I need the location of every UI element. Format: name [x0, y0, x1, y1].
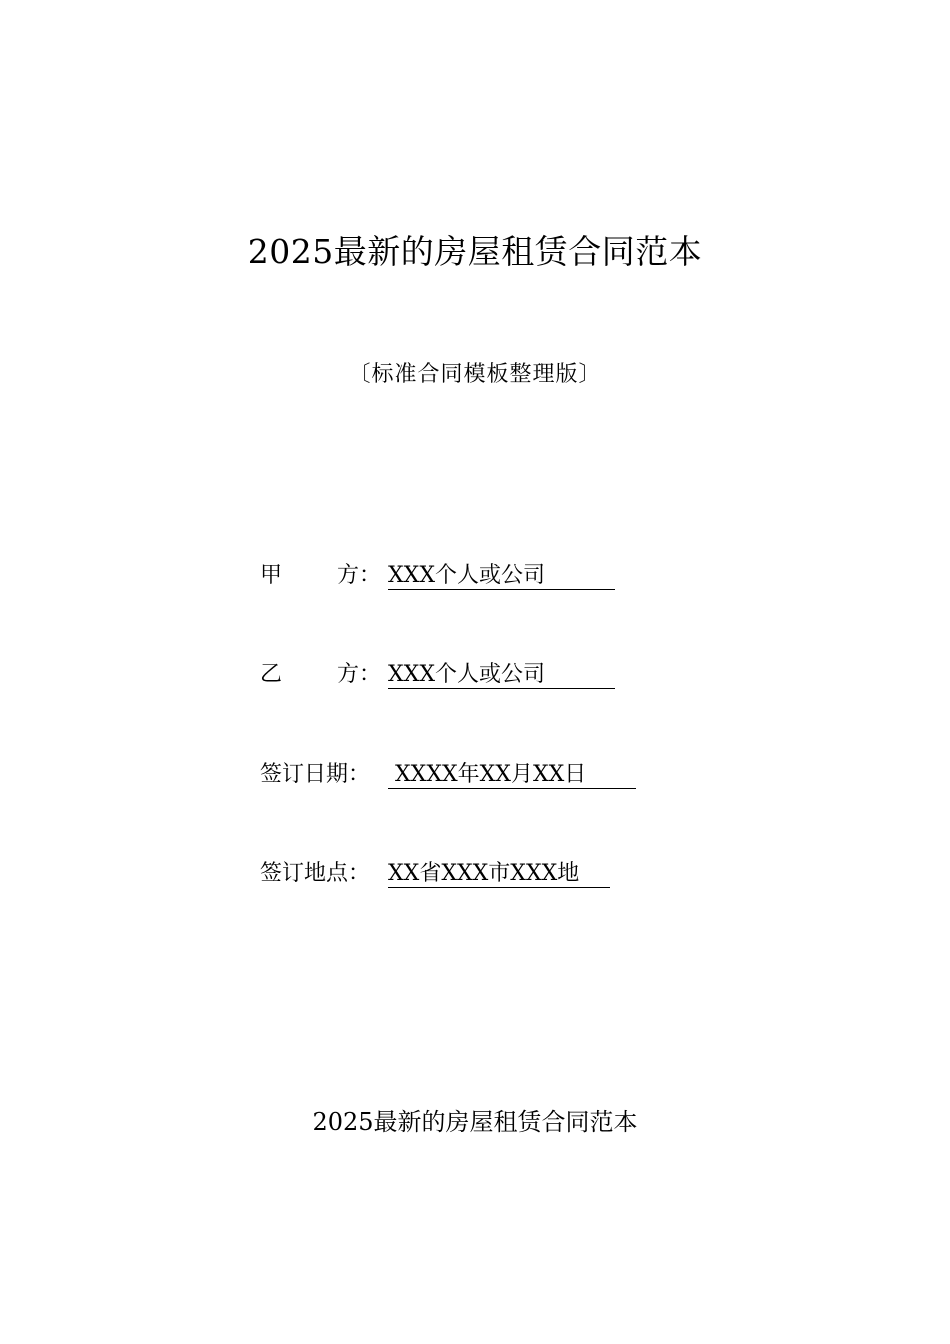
party-a-field [260, 560, 615, 592]
sign-place-label: 签订地点： [260, 861, 371, 886]
sign-place-value: XX省XXX市XXX地 [388, 861, 610, 888]
sign-date-label: 签订日期： [260, 762, 371, 787]
document-title: 2025最新的房屋租赁合同范本 [247, 232, 703, 271]
party-a-value: XXX个人或公司 [388, 563, 615, 590]
party-a-label-char2: 方： [337, 563, 382, 588]
document-subtitle: 〔标准合同模板整理版〕 [348, 362, 602, 387]
sign-date-value: XXXX年XX月XX日 [388, 762, 636, 789]
party-a-label [260, 560, 388, 592]
footer-title: 2025最新的房屋租赁合同范本 [312, 1108, 638, 1136]
party-b-value: XXX个人或公司 [388, 662, 615, 689]
party-b-field [260, 659, 615, 691]
sign-place-field [260, 858, 610, 890]
party-b-label-char2: 方： [337, 662, 382, 687]
sign-date-field [260, 759, 636, 791]
party-a-label-char1: 甲 [260, 563, 283, 588]
party-b-label [260, 659, 388, 691]
party-b-label-char1: 乙 [260, 662, 283, 687]
